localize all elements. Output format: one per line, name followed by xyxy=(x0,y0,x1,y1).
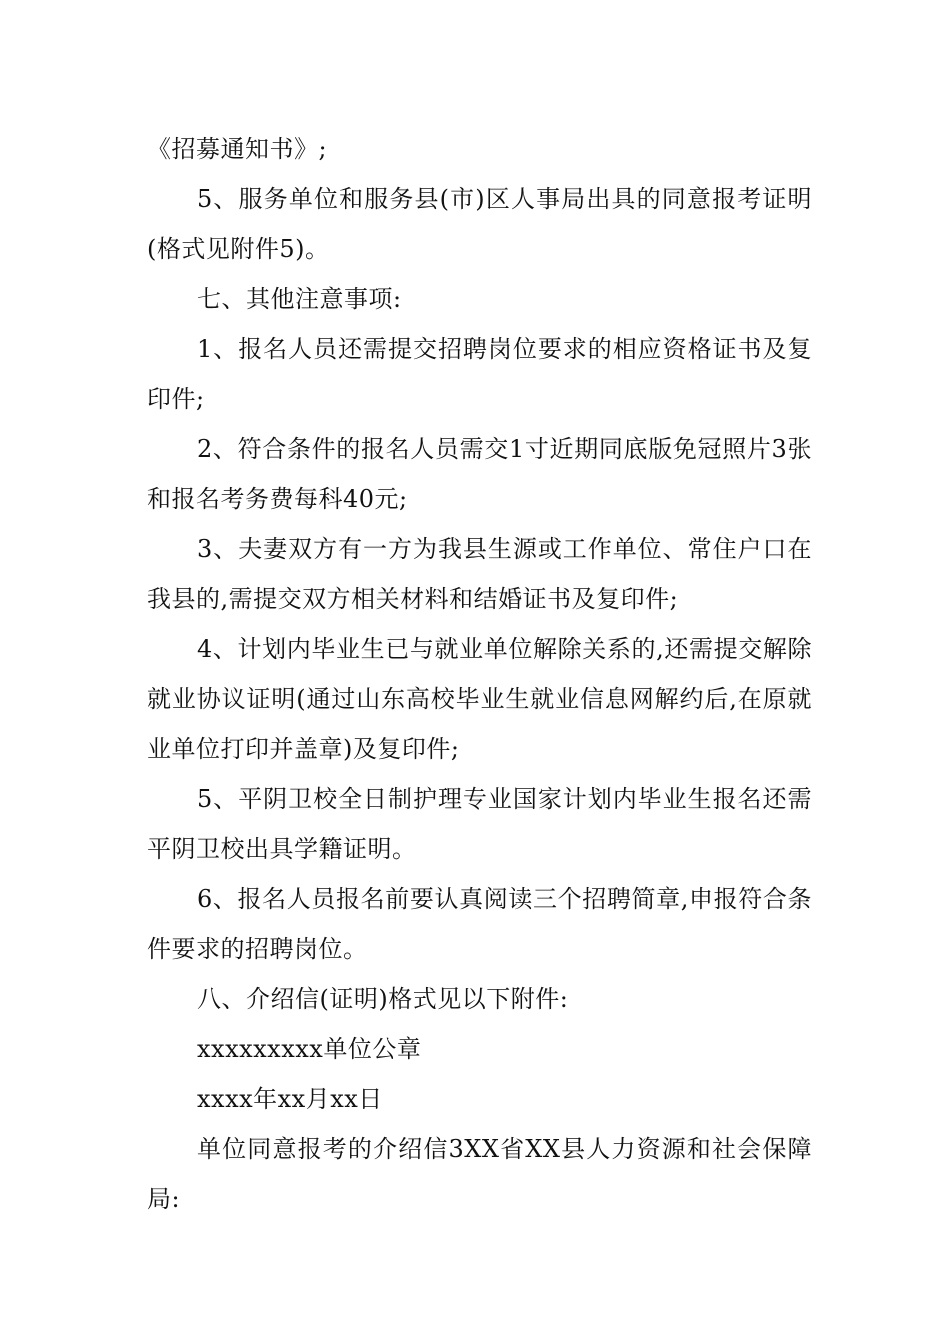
paragraph-note-1: 1、报名人员还需提交招聘岗位要求的相应资格证书及复印件; xyxy=(147,335,812,413)
paragraph-note-6: 6、报名人员报名前要认真阅读三个招聘简章,申报符合条件要求的招聘岗位。 xyxy=(147,885,812,963)
paragraph-item-5-consent-proof: 5、服务单位和服务县(市)区人事局出具的同意报考证明(格式见附件5)。 xyxy=(147,185,812,263)
section-heading-other-notes: 七、其他注意事项: xyxy=(197,285,402,313)
paragraph-note-5: 5、平阴卫校全日制护理专业国家计划内毕业生报名还需平阴卫校出具学籍证明。 xyxy=(147,785,812,863)
paragraph-note-4: 4、计划内毕业生已与就业单位解除关系的,还需提交解除就业协议证明(通过山东高校毕业生就业信息网解约后,在原就业单位打印并盖章)及复印件; xyxy=(147,635,812,763)
paragraph-date: xxxx年xx月xx日 xyxy=(197,1085,383,1113)
paragraph-note-3: 3、夫妻双方有一方为我县生源或工作单位、常住户口在我县的,需提交双方相关材料和结婚证书及复印件; xyxy=(147,535,812,613)
paragraph-unit-seal: xxxxxxxxx单位公章 xyxy=(197,1035,422,1063)
document-body xyxy=(147,124,812,1224)
paragraph-note-2: 2、符合条件的报名人员需交1寸近期同底版免冠照片3张和报名考务费每科40元; xyxy=(147,435,812,513)
paragraph-recruitment-notice: 《招募通知书》; xyxy=(147,135,328,163)
section-heading-letter-format: 八、介绍信(证明)格式见以下附件: xyxy=(197,985,569,1013)
paragraph-introduction-letter: 单位同意报考的介绍信3XX省XX县人力资源和社会保障局: xyxy=(147,1135,812,1213)
